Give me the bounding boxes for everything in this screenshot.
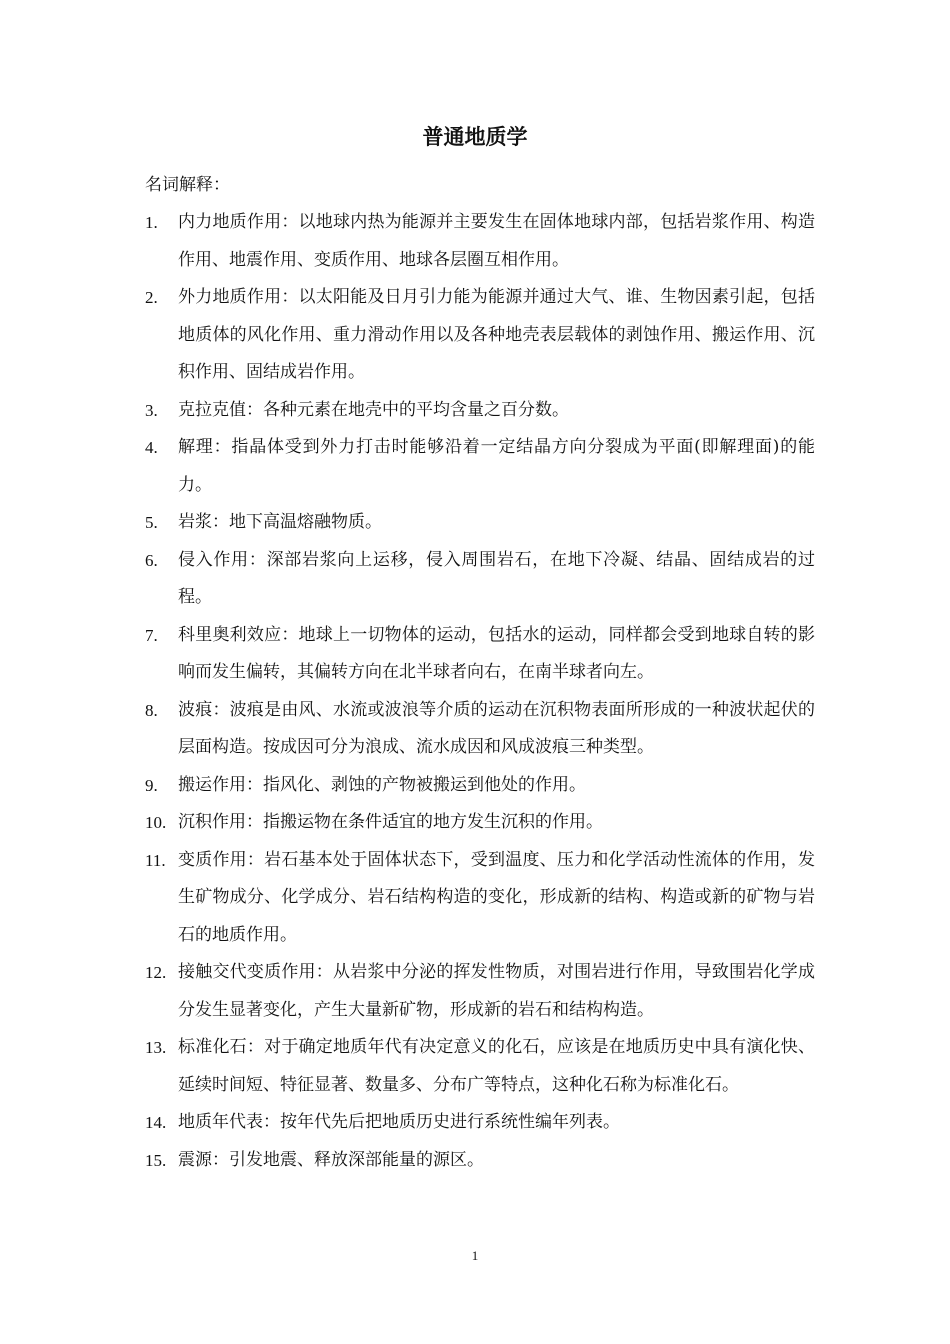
list-item <box>145 279 815 392</box>
item-number: 2. <box>145 288 158 307</box>
item-number: 9. <box>145 775 158 795</box>
item-number: 12. <box>145 963 167 982</box>
list-item <box>145 392 815 430</box>
list-item <box>145 1104 815 1142</box>
item-text: 内力地质作用：以地球内热为能源并主要发生在固体地球内部，包括岩浆作用、构造作用、地震作用、变质作用、地球各层圈互相作用。 <box>178 212 815 270</box>
item-number: 15. <box>145 1150 167 1170</box>
item-text: 沉积作用：指搬运物在条件适宜的地方发生沉积的作用。 <box>178 812 603 832</box>
list-item <box>145 1142 815 1180</box>
list-item <box>145 1029 815 1104</box>
document-title: 普通地质学 <box>422 125 528 149</box>
list-item <box>145 504 815 542</box>
list-item <box>145 842 815 955</box>
item-text: 侵入作用：深部岩浆向上运移，侵入周围岩石，在地下冷凝、结晶、固结成岩的过程。 <box>178 549 815 607</box>
term-definition-list <box>145 204 815 1179</box>
item-text: 克拉克值：各种元素在地壳中的平均含量之百分数。 <box>178 399 569 420</box>
item-text: 搬运作用：指风化、剥蚀的产物被搬运到他处的作用。 <box>178 774 586 795</box>
section-heading: 名词解释： <box>145 175 230 195</box>
item-text: 地质年代表：按年代先后把地质历史进行系统性编年列表。 <box>178 1112 620 1132</box>
item-text: 标准化石：对于确定地质年代有决定意义的化石，应该是在地质历史中具有演化快、延续时间短、特征显著、数量多、分布广等特点，这种化石称为标准化石。 <box>178 1037 815 1095</box>
list-item <box>145 804 815 842</box>
item-text: 解理：指晶体受到外力打击时能够沿着一定结晶方向分裂成为平面(即解理面)的能力。 <box>178 437 815 495</box>
item-text: 变质作用：岩石基本处于固体状态下，受到温度、压力和化学活动性流体的作用，发生矿物成分、化学成分、岩石结构构造的变化，形成新的结构、构造或新的矿物与岩石的地质作用。 <box>178 849 815 945</box>
item-text: 波痕：波痕是由风、水流或波浪等介质的运动在沉积物表面所形成的一种波状起伏的层面构造。按成因可分为浪成、流水成因和风成波痕三种类型。 <box>178 699 815 757</box>
item-number: 5. <box>145 513 158 532</box>
item-number: 8. <box>145 700 158 720</box>
list-item <box>145 692 815 767</box>
item-number: 1. <box>145 213 158 232</box>
item-text: 震源：引发地震、释放深部能量的源区。 <box>178 1149 484 1170</box>
item-number: 14. <box>145 1113 167 1132</box>
item-text: 岩浆：地下高温熔融物质。 <box>178 512 382 532</box>
list-item <box>145 767 815 805</box>
item-text: 科里奥利效应：地球上一切物体的运动，包括水的运动，同样都会受到地球自转的影响而发生偏转，其偏转方向在北半球者向右，在南半球者向左。 <box>178 624 815 682</box>
list-item <box>145 429 815 504</box>
list-item <box>145 617 815 692</box>
list-item <box>145 954 815 1029</box>
item-text: 外力地质作用：以太阳能及日月引力能为能源并通过大气、谁、生物因素引起，包括地质体的风化作用、重力滑动作用以及各种地壳表层载体的剥蚀作用、搬运作用、沉积作用、固结成岩作用。 <box>178 287 815 382</box>
item-number: 11. <box>145 850 166 870</box>
item-number: 4. <box>145 438 158 457</box>
page-number: 1 <box>471 1248 479 1263</box>
item-number: 6. <box>145 550 158 570</box>
item-number: 7. <box>145 625 158 645</box>
item-text: 接触交代变质作用：从岩浆中分泌的挥发性物质，对围岩进行作用，导致围岩化学成分发生显著变化，产生大量新矿物，形成新的岩石和结构构造。 <box>178 962 815 1020</box>
list-item <box>145 542 815 617</box>
item-number: 13. <box>145 1038 167 1057</box>
item-number: 10. <box>145 813 167 832</box>
list-item <box>145 204 815 279</box>
item-number: 3. <box>145 400 158 420</box>
